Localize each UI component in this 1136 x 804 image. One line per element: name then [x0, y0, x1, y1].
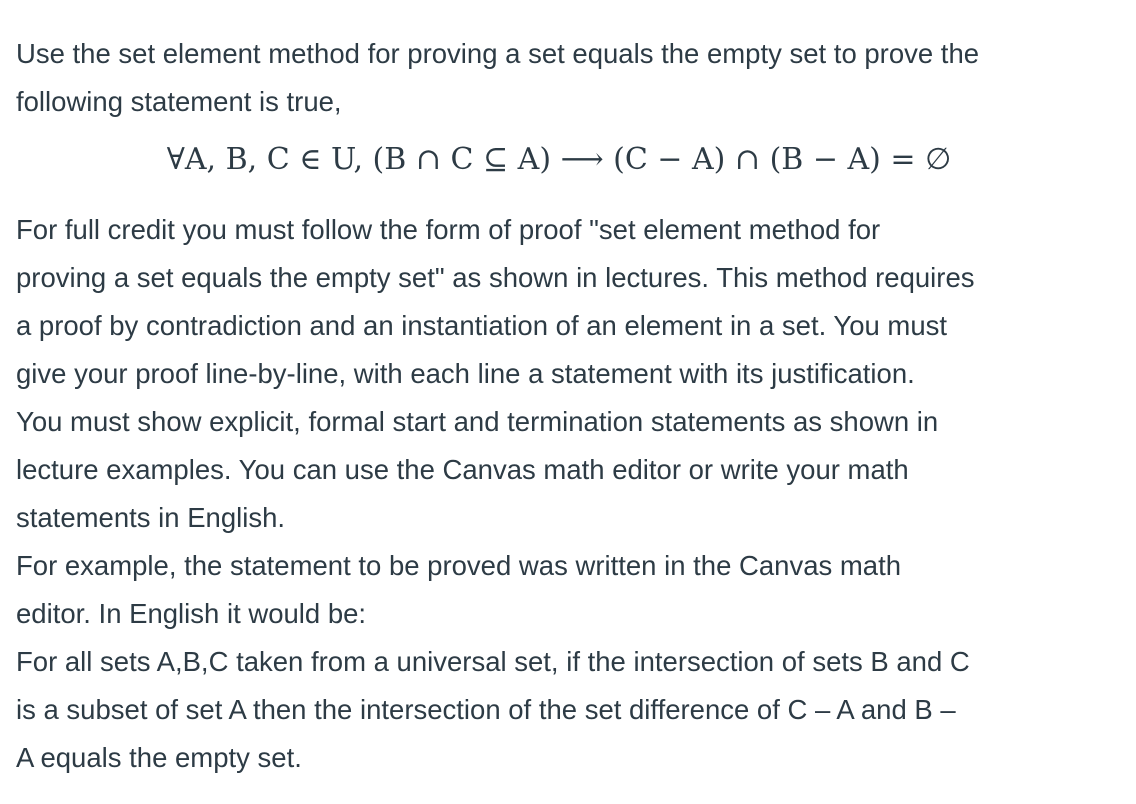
text-line: editor. In English it would be:	[16, 598, 367, 629]
text-line: lecture examples. You can use the Canvas math editor or write your math	[16, 454, 909, 485]
example-paragraph	[16, 542, 1122, 638]
intro-paragraph	[16, 30, 1122, 126]
formula-text: ∀A, B, C ∈ U, (B ∩ C ⊆ A) ⟶ (C − A) ∩ (B − A) = ∅	[166, 142, 952, 177]
text-line: a proof by contradiction and an instantiation of an element in a set. You must	[16, 310, 948, 341]
math-formula	[16, 136, 1122, 192]
text-line: proving a set equals the empty set" as shown in lectures. This method requires	[16, 262, 975, 293]
text-line: For all sets A,B,C taken from a universal set, if the intersection of sets B and C	[16, 646, 970, 677]
text-line: For example, the statement to be proved was written in the Canvas math	[16, 550, 902, 581]
text-line: give your proof line-by-line, with each line a statement with its justification.	[16, 358, 915, 389]
english-statement-paragraph	[16, 638, 1122, 782]
text-line: A equals the empty set.	[16, 742, 302, 773]
text-line: Use the set element method for proving a set equals the empty set to prove the	[16, 38, 980, 69]
text-line: You must show explicit, formal start and termination statements as shown in	[16, 406, 939, 437]
text-line: following statement is true,	[16, 86, 342, 117]
text-line: statements in English.	[16, 502, 286, 533]
text-line: For full credit you must follow the form of proof "set element method for	[16, 214, 881, 245]
text-line: is a subset of set A then the intersection of the set difference of C – A and B –	[16, 694, 956, 725]
instructions-paragraph	[16, 206, 1122, 542]
